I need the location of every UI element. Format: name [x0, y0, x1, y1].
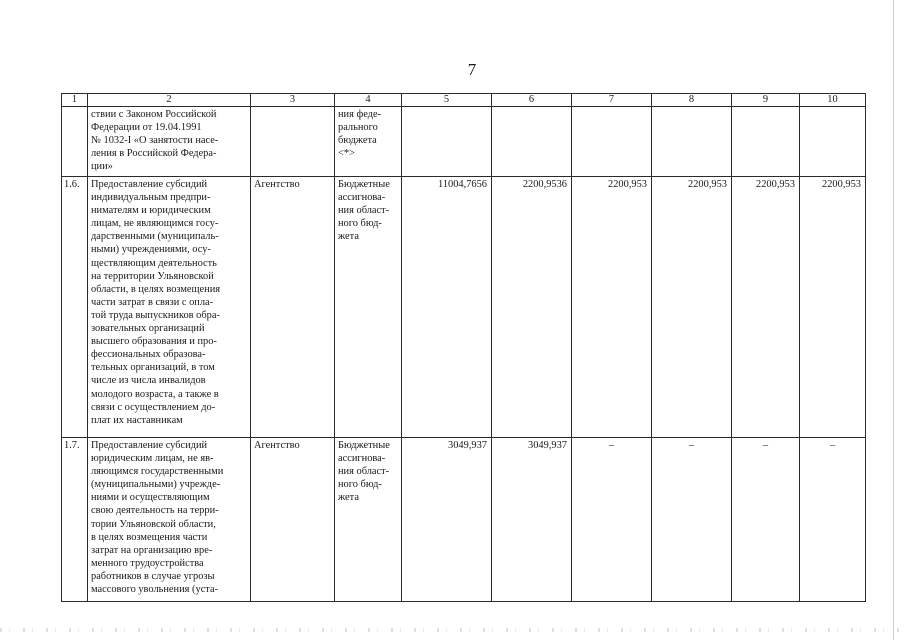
amount-year: 2200,953	[652, 177, 732, 438]
amount-year: –	[652, 438, 732, 602]
column-header: 4	[335, 94, 402, 107]
column-header: 8	[652, 94, 732, 107]
table-row	[62, 177, 866, 438]
measure-description-text: Предоставление субсидий индивидуальным предпри- нимателям и юридическим лицам, не являющимся госу- дарственными (муниципаль- ными) учреждениями, осу- ществляющим деятельность на территории Ульяновской области, в целях возмещения части затрат в связи с опла- той труда выпускников обра- зовательных организаций высшего образования и про- фессиональных образова- тельных организаций, в том числе из числа инвалидов молодого возраста, а также в связи с осуществлением до- плат их наставникам	[91, 179, 221, 426]
amount-year: 3049,937	[492, 438, 572, 602]
table-row	[62, 107, 866, 177]
funding-source-text: ния феде- рального бюджета <*>	[338, 109, 382, 160]
column-header: 1	[62, 94, 88, 107]
measure-description-text: ствии с Законом Российской Федерации от 19.04.1991 № 1032-I «О занятости насе- ления в Российской Федера- ции»	[91, 109, 219, 173]
amount-year: –	[732, 438, 800, 602]
funding-source	[335, 107, 402, 177]
executor: Агентство	[251, 438, 335, 602]
row-index: 1.7.	[62, 438, 88, 602]
amount-year: 2200,953	[732, 177, 800, 438]
column-header: 7	[572, 94, 652, 107]
column-header: 3	[251, 94, 335, 107]
amount-total	[402, 107, 492, 177]
budget-table	[61, 93, 866, 602]
amount-total: 11004,7656	[402, 177, 492, 438]
executor: Агентство	[251, 177, 335, 438]
amount-year: 2200,953	[800, 177, 866, 438]
amount-year: –	[800, 438, 866, 602]
amount-year	[800, 107, 866, 177]
row-index: 1.6.	[62, 177, 88, 438]
measure-description	[88, 177, 251, 438]
amount-year: 2200,9536	[492, 177, 572, 438]
table-row	[62, 438, 866, 602]
amount-year	[652, 107, 732, 177]
amount-year	[732, 107, 800, 177]
executor	[251, 107, 335, 177]
page-number: 7	[467, 60, 477, 79]
measure-description-text: Предоставление субсидий юридическим лицам, не яв- ляющимся государственными (муниципальными) учрежде- ниями и осуществляющим свою деятельность на терри- тории Ульяновской области, в целях возмещения части затрат на организацию вре- менного трудоустройства работников в случае угрозы массового увольнения (уста-	[91, 440, 224, 596]
column-header: 5	[402, 94, 492, 107]
column-header: 10	[800, 94, 866, 107]
column-header: 9	[732, 94, 800, 107]
amount-year: –	[572, 438, 652, 602]
amount-year	[572, 107, 652, 177]
row-index	[62, 107, 88, 177]
scan-noise	[0, 628, 905, 632]
funding-source	[335, 177, 402, 438]
measure-description	[88, 438, 251, 602]
funding-source-text: Бюджетные ассигнова- ния област- ного бюд- жета	[338, 440, 390, 504]
funding-source-text: Бюджетные ассигнова- ния област- ного бюд- жета	[338, 179, 390, 243]
amount-year	[492, 107, 572, 177]
column-header: 6	[492, 94, 572, 107]
measure-description	[88, 107, 251, 177]
column-header: 2	[88, 94, 251, 107]
amount-total: 3049,937	[402, 438, 492, 602]
page-edge	[893, 0, 894, 640]
column-number-row	[62, 94, 866, 107]
amount-year: 2200,953	[572, 177, 652, 438]
funding-source	[335, 438, 402, 602]
